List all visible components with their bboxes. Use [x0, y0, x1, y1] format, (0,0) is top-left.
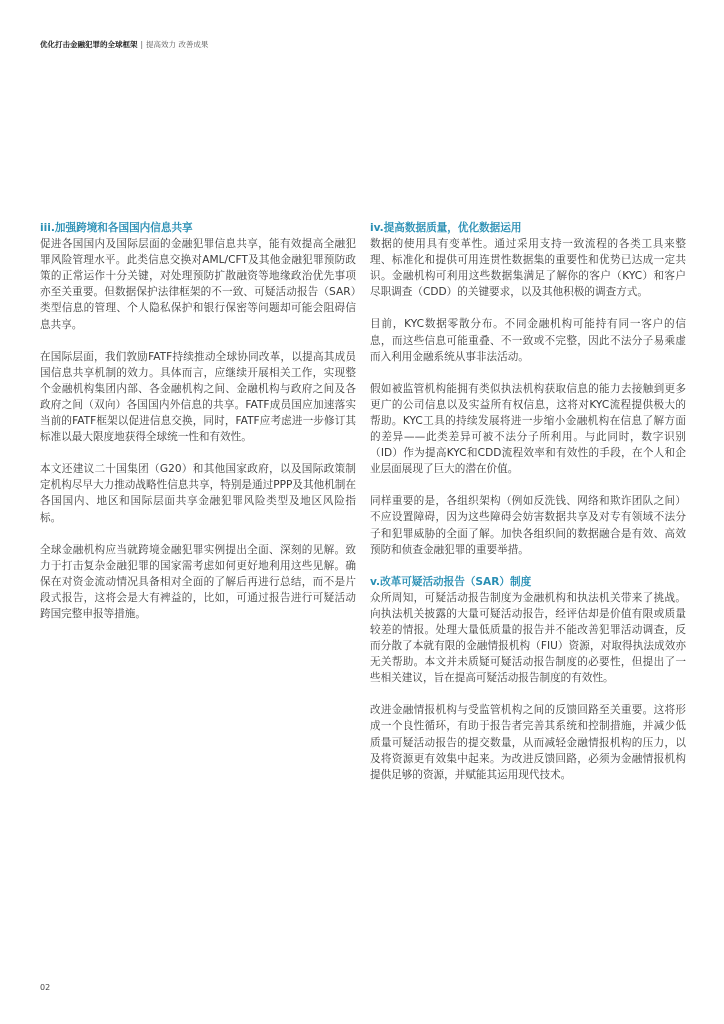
running-header [40, 40, 208, 50]
paragraph: 在国际层面，我们敦励FATF持续推动全球协同改革，以提高其成员国信息共享机制的效力。具体而言，应继续开展相关工作，实现整个金融机构集团内部、各金融机构之间、金融机构与政府之间及各政府之间（双向）各国国内外信息的共享。FATF成员国应加速落实当前的FATF框架以促进信息交换，同时，FATF应考虑进一步修订其标准以最大限度地获得全球统一性和有效性。 [40, 350, 356, 444]
report-title: 优化打击金融犯罪的全球框架 [40, 40, 138, 49]
paragraph: 本文还建议二十国集团（G20）和其他国家政府，以及国际政策制定机构尽早大力推动战略性信息共享，特别是通过PPP及其他机制在各国国内、地区和国际层面共享金融犯罪风险类型及地区风险指标。 [40, 463, 356, 524]
paragraph: 促进各国国内及国际层面的金融犯罪信息共享，能有效提高全融犯罪风险管理水平。此类信息交换对AML/CFT及其他金融犯罪预防政策的正常运作十分关键，对处理预防扩散融资等地缘政治优先事项亦至关重要。但数据保护法律框架的不一致、可疑活动报告（SAR）类型信息的管理、个人隐私保护和银行保密等问题却可能会阻碍信息共享。 [40, 238, 356, 331]
paragraph: 众所周知，可疑活动报告制度为金融机构和执法机关带来了挑战。向执法机关披露的大量可疑活动报告，经评估却是价值有限或质量较差的情报。处理大量低质量的报告并不能改善犯罪活动调查，反而分散了本就有限的金融情报机构（FIU）资源，对取得执法成效亦无关帮助。本文并未质疑可疑活动报告制度的必要性，但提出了一些相关建议，旨在提高可疑活动报告制度的有效性。 [370, 591, 686, 685]
paragraph: 全球金融机构应当就跨境金融犯罪实例提出全面、深刻的见解。致力于打击复杂金融犯罪的国家需考虑如何更好地利用这些见解。确保在对资金流动情况具备相对全面的了解后再进行总结，而不是片段式报告，这将会是大有裨益的，比如，可通过报告进行可疑活动跨国完整申报等措施。 [40, 543, 356, 620]
left-column [40, 220, 356, 622]
paragraph: 改进金融情报机构与受监管机构之间的反馈回路至关重要。这将形成一个良性循环，有助于报告者完善其系统和控制措施，并减少低质量可疑活动报告的提交数量，从而减轻金融情报机构的压力，以及将资源更有效集中起来。为改进反馈回路，必须为金融情报机构提供足够的资源，并赋能其运用现代技术。 [370, 704, 686, 781]
section-heading-data-quality: iv.提高数据质量，优化数据运用 [370, 222, 522, 234]
paragraph: 目前，KYC数据零散分布。不同金融机构可能持有同一客户的信息，而这些信息可能重叠、不一致或不完整，因此不法分子易乘虚而入利用金融系统从事非法活动。 [370, 318, 686, 363]
paragraph: 同样重要的是，各组织架构（例如反洗钱、网络和欺诈团队之间）不应设置障碍，因为这些障碍会妨害数据共享及对专有领域不法分子和犯罪威胁的全面了解。加快各组织间的数据融合是有效、高效预防和侦查金融犯罪的重要举措。 [370, 495, 686, 556]
header-separator: | [140, 40, 144, 49]
paragraph: 假如被监管机构能拥有类似执法机构获取信息的能力去接触到更多更广的公司信息以及实益所有权信息，这将对KYC流程提供极大的帮助。KYC工具的持续发展将进一步缩小金融机构在信息了解方面的差异——此类差异可被不法分子所利用。与此同时，数字识别（ID）作为提高KYC和CDD流程效率和有效性的手段，在个人和企业层面展现了巨大的潜在价值。 [370, 382, 686, 476]
section-heading-information-sharing: iii.加强跨境和各国国内信息共享 [40, 222, 193, 234]
paragraph: 数据的使用具有变革性。通过采用支持一致流程的各类工具来整理、标准化和提供可用连贯性数据集的重要性和优势已达成一定共识。金融机构可利用这些数据集满足了解你的客户（KYC）和客户尽职调查（CDD）的关键要求，以及其他积极的调查方式。 [370, 238, 686, 299]
right-column [370, 220, 686, 783]
page-number: 02 [40, 983, 51, 992]
section-heading-sar-reform: v.改革可疑活动报告（SAR）制度 [370, 575, 532, 588]
report-subtitle: 提高效力 改善成果 [146, 40, 209, 49]
